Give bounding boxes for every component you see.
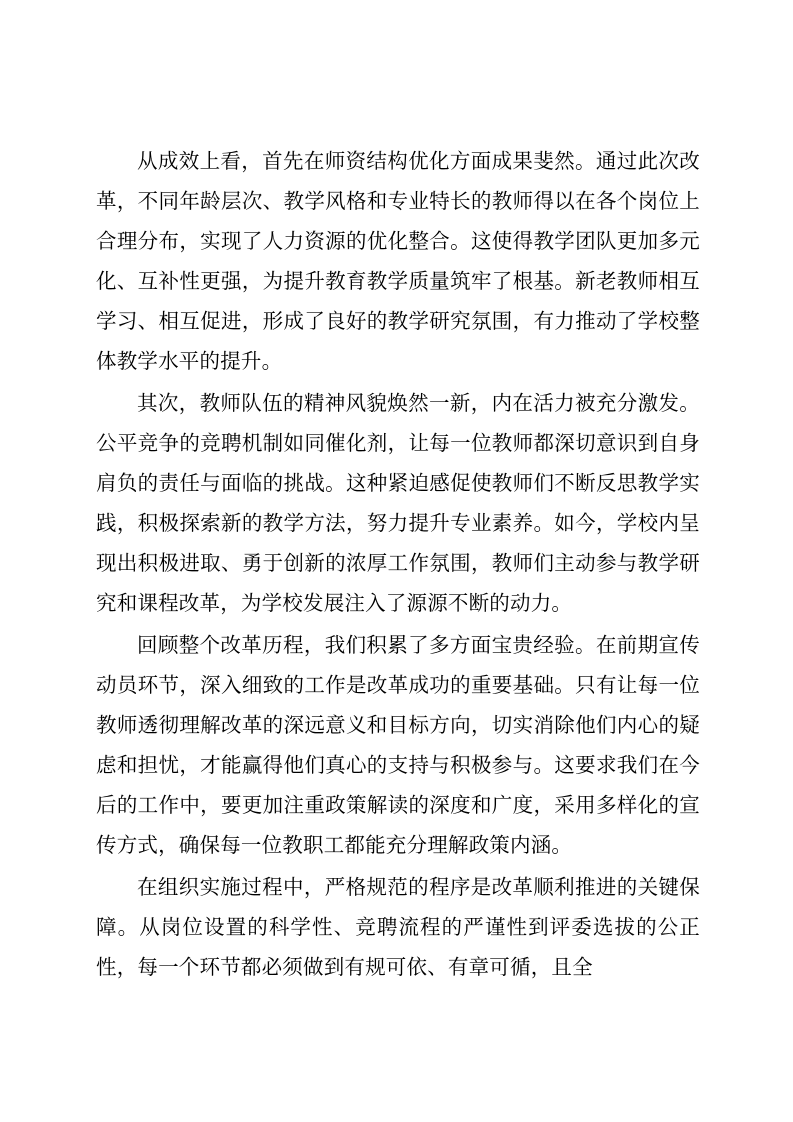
paragraph: 从成效上看，首先在师资结构优化方面成果斐然。通过此次改革，不同年龄层次、教学风格和专业特长的教师得以在各个岗位上合理分布，实现了人力资源的优化整合。这使得教学团队更加多元化、互补性更强，为提升教育教学质量筑牢了根基。新老教师相互学习、相互促进，形成了良好的教学研究氛围，有力推动了学校整体教学水平的提升。 [96,151,700,373]
document-body [96,142,700,990]
paragraph: 在组织实施过程中，严格规范的程序是改革顺利推进的关键保障。从岗位设置的科学性、竞聘流程的严谨性到评委选拔的公正性，每一个环节都必须做到有规可依、有章可循，且全 [96,877,700,979]
paragraph: 其次，教师队伍的精神风貌焕然一新，内在活力被充分激发。公平竞争的竞聘机制如同催化剂，让每一位教师都深切意识到自身肩负的责任与面临的挑战。这种紧迫感促使教师们不断反思教学实践，积极探索新的教学方法，努力提升专业素养。如今，学校内呈现出积极进取、勇于创新的浓厚工作氛围，教师们主动参与教学研究和课程改革，为学校发展注入了源源不断的动力。 [96,393,700,615]
paragraph: 回顾整个改革历程，我们积累了多方面宝贵经验。在前期宣传动员环节，深入细致的工作是改革成功的重要基础。只有让每一位教师透彻理解改革的深远意义和目标方向，切实消除他们内心的疑虑和担忧，才能赢得他们真心的支持与积极参与。这要求我们在今后的工作中，要更加注重政策解读的深度和广度，采用多样化的宣传方式，确保每一位教职工都能充分理解政策内涵。 [96,635,700,857]
